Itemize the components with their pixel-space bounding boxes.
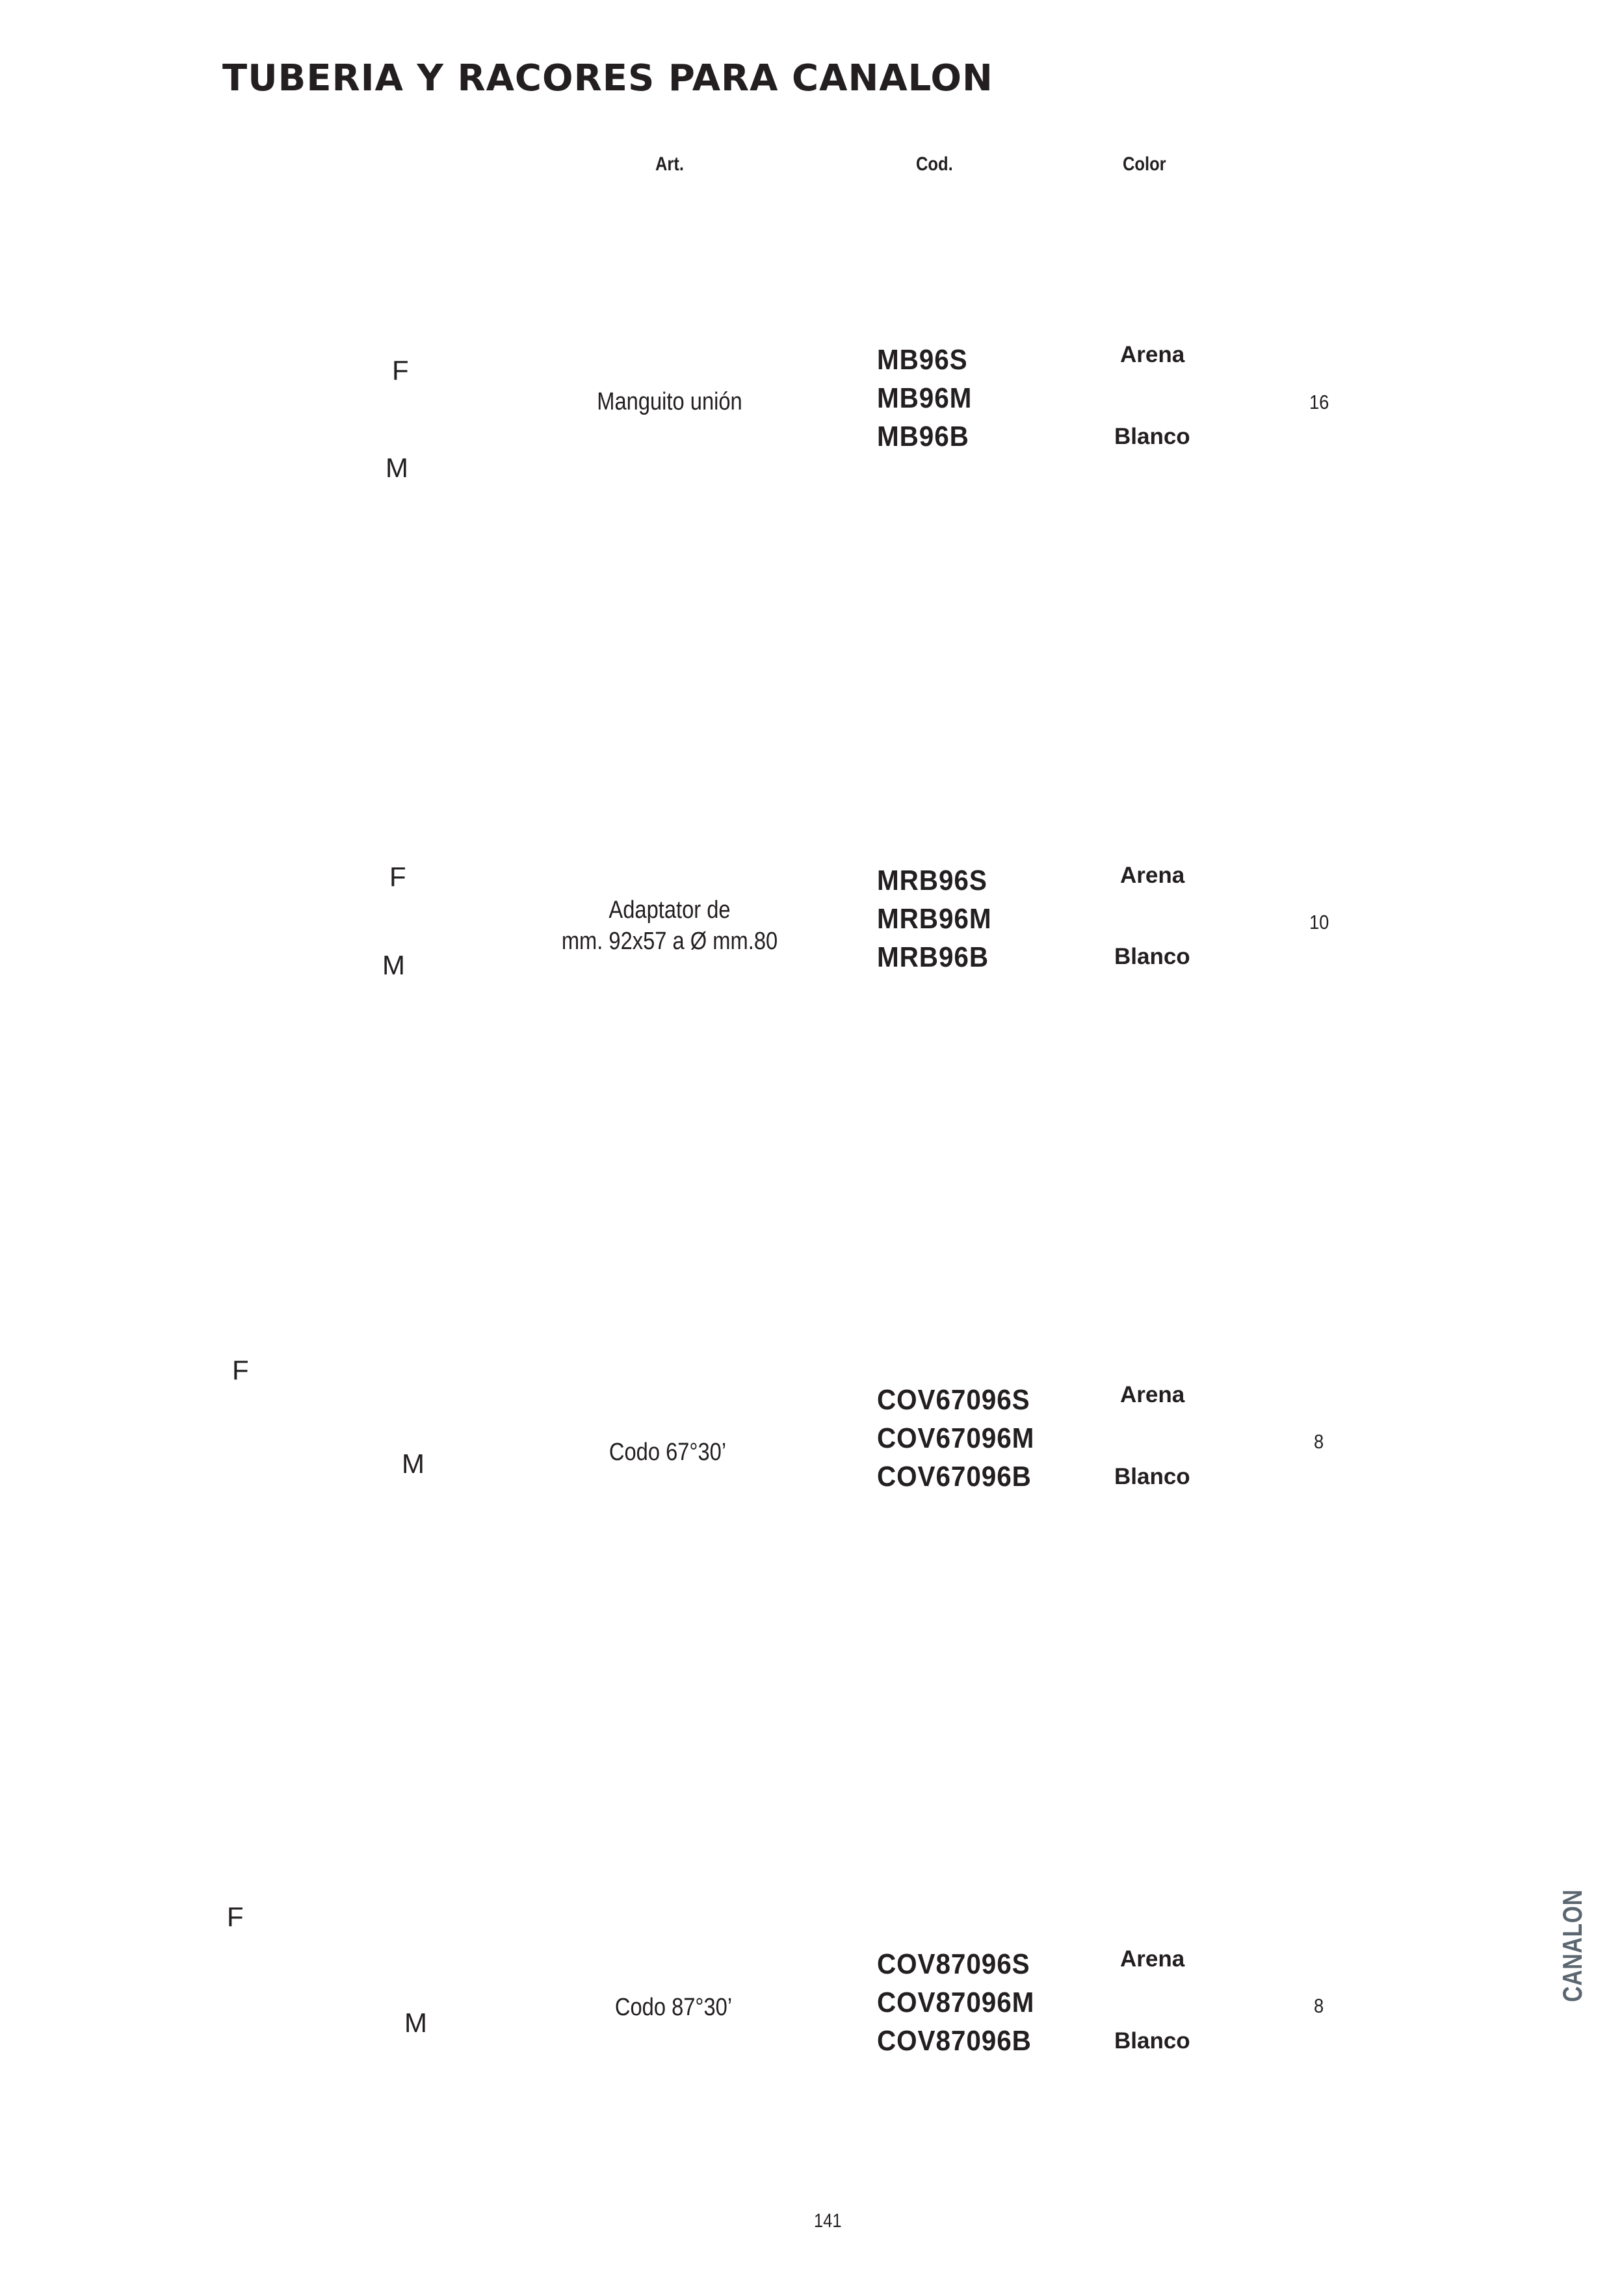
color-bottom: Blanco (1114, 2028, 1190, 2054)
product-code: MB96M (877, 382, 973, 414)
article-line: mm. 92x57 a Ø mm.80 (561, 928, 778, 955)
color-top: Arena (1120, 1946, 1185, 1972)
female-end-label: F (227, 1901, 244, 1932)
color-top: Arena (1120, 1382, 1185, 1407)
page-number: 141 (814, 2210, 842, 2232)
female-end-label: F (392, 355, 409, 385)
male-end-label: M (404, 2007, 427, 2038)
product-code: MRB96M (877, 903, 992, 935)
product-code: COV67096B (877, 1461, 1032, 1493)
article-description (558, 894, 781, 957)
product-code: MRB96S (877, 865, 988, 896)
color-bottom: Blanco (1114, 424, 1190, 449)
product-code: MRB96B (877, 941, 989, 973)
color-bottom: Blanco (1114, 1464, 1190, 1489)
product-code: COV87096B (877, 2025, 1032, 2057)
product-code: MB96B (877, 421, 969, 452)
female-end-label: F (389, 861, 406, 892)
section-side-tab-label: CANALON (1557, 1889, 1588, 2002)
pack-quantity: 10 (1309, 911, 1329, 933)
male-end-label: M (402, 1448, 425, 1479)
header-art: Art. (655, 153, 684, 175)
female-end-label: F (232, 1355, 249, 1385)
product-code: COV67096M (877, 1422, 1035, 1454)
pack-quantity: 8 (1314, 1430, 1324, 1453)
header-color: Color (1123, 153, 1166, 175)
article-line: Adaptator de (608, 896, 731, 924)
section-side-tab (1547, 1889, 1599, 2002)
male-end-label: M (382, 950, 405, 980)
product-code: COV87096M (877, 1987, 1035, 2018)
product-code: COV67096S (877, 1384, 1030, 1416)
page-title: TUBERIA Y RACORES PARA CANALON (222, 57, 993, 99)
product-code: MB96S (877, 344, 968, 376)
article-line: Codo 67°30’ (608, 1439, 727, 1466)
article-description (556, 1437, 779, 1468)
pack-quantity: 8 (1314, 1994, 1324, 2017)
color-top: Arena (1120, 342, 1185, 367)
header-cod: Cod. (916, 153, 953, 175)
male-end-label: M (386, 452, 408, 483)
article-description (562, 1992, 785, 2023)
product-codes (877, 1381, 1034, 1496)
article-line: Codo 87°30’ (614, 1994, 733, 2021)
product-codes (877, 861, 991, 976)
product-codes (877, 1945, 1034, 2060)
article-line: Manguito unión (597, 388, 742, 415)
article-description (558, 386, 781, 417)
pack-quantity: 16 (1309, 391, 1329, 413)
color-bottom: Blanco (1114, 944, 1190, 969)
product-code: COV87096S (877, 1948, 1030, 1980)
color-top: Arena (1120, 863, 1185, 888)
product-codes (877, 341, 972, 456)
